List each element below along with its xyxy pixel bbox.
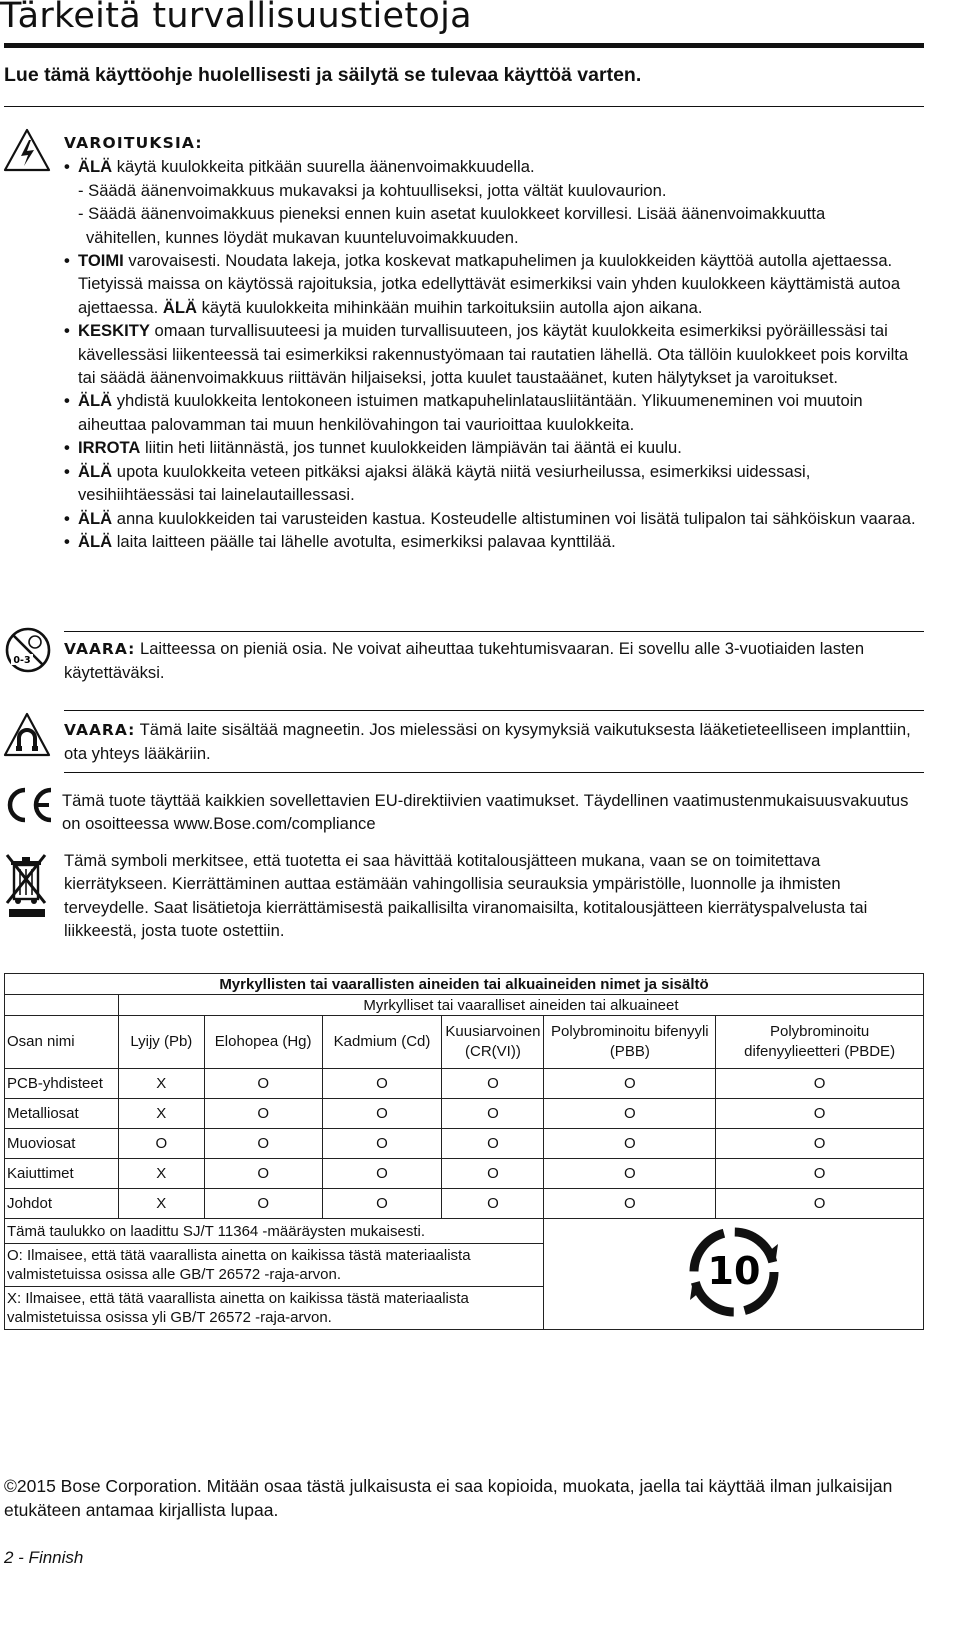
warning-bullet: • IRROTA liitin heti liitännästä, jos tunnet kuulokkeiden lämpiävän tai ääntä ei kuulu. — [64, 436, 926, 459]
table-header-cell: Polybrominoitu bifenyyli (PBB) — [544, 1016, 716, 1069]
table-header-cell: Osan nimi — [5, 1016, 119, 1069]
table-cell: O — [204, 1099, 322, 1129]
table-cell: PCB-yhdisteet — [5, 1069, 119, 1099]
table-note: O: Ilmaisee, että tätä vaarallista ainetta on kaikissa tästä materiaalista valmistetuissa osissa alle GB/T 26572 -raja-arvon. — [5, 1244, 544, 1287]
warnings-heading: VAROITUKSIA: — [64, 134, 203, 152]
warning-subitem: - Säädä äänenvoimakkuus pieneksi ennen kuin asetat kuulokkeet korvillesi. Lisää äänenvoimakkuutta — [78, 204, 826, 224]
table-cell: O — [204, 1159, 322, 1189]
table-title: Myrkyllisten tai vaarallisten aineiden tai alkuaineiden nimet ja sisältö — [5, 974, 924, 995]
warning-subitem: vähitellen, kunnes löydät mukavan kuunteluvoimakkuuden. — [86, 227, 519, 247]
table-cell: Muoviosat — [5, 1129, 119, 1159]
table-cell: O — [442, 1159, 544, 1189]
table-cell: O — [442, 1129, 544, 1159]
divider — [64, 631, 924, 632]
table-cell: X — [118, 1189, 204, 1219]
page-title: Tärkeitä turvallisuustietoja — [0, 0, 472, 36]
table-cell: O — [716, 1129, 924, 1159]
table-cell: O — [322, 1129, 442, 1159]
table-header-cell: Kadmium (Cd) — [322, 1016, 442, 1069]
table-note-row — [5, 1219, 924, 1244]
table-row — [5, 1189, 924, 1219]
table-cell: O — [442, 1189, 544, 1219]
warning-bullet: • TOIMI varovaisesti. Noudata lakeja, jotka koskevat matkapuhelimen ja kuulokkeiden käyttöä autolla ajettaessa. Tietyissä maissa on käytössä rajoituksia, jotka edellyttävät esimerkiksi vain yhden kuulokkeen käyttämistä autoa ajettaessa. ÄLÄ käytä kuulokkeita mihinkään muihin tarkoituksiin autolla ajon aikana. — [64, 249, 926, 319]
table-cell: O — [322, 1159, 442, 1189]
table-cell: O — [716, 1099, 924, 1129]
table-title-row — [5, 974, 924, 995]
ce-mark-icon — [3, 786, 55, 824]
table-cell: O — [322, 1069, 442, 1099]
page-number: 2 - Finnish — [4, 1548, 84, 1567]
title-rule — [4, 43, 924, 48]
table-note: X: Ilmaisee, että tätä vaarallista ainetta on kaikissa tästä materiaalista valmistetuissa osissa yli GB/T 26572 -raja-arvon. — [5, 1287, 544, 1330]
table-cell: O — [322, 1189, 442, 1219]
warning-bullet: • ÄLÄ upota kuulokkeita veteen pitkäksi ajaksi äläkä käytä niitä vesiurheilussa, esimerkiksi uidessasi, vesihiihtäessäsi tai lainelautaillessasi. — [64, 460, 926, 507]
table-header-cell: Lyijy (Pb) — [118, 1016, 204, 1069]
table-cell: O — [544, 1159, 716, 1189]
efup-number: 10 — [707, 1249, 761, 1293]
table-cell: X — [118, 1159, 204, 1189]
table-cell: O — [442, 1069, 544, 1099]
table-cell: O — [204, 1189, 322, 1219]
table-cell: O — [442, 1099, 544, 1129]
weee-crossed-bin-icon — [4, 851, 50, 919]
efup-cell — [544, 1219, 924, 1330]
table-cell: X — [118, 1099, 204, 1129]
table-cell: O — [204, 1069, 322, 1099]
small-parts-caution: VAARA: Laitteessa on pieniä osia. Ne voivat aiheuttaa tukehtumisvaaran. Ei sovellu alle 3-vuotiaiden lasten käytettäväksi. — [64, 639, 865, 683]
ce-statement: Tämä tuote täyttää kaikkien sovellettavien EU-direktiivien vaatimukset. Täydellinen vaatimustenmukaisuusvakuutus on osoitteessa www.Bose.com/compliance — [62, 791, 909, 834]
table-cell: O — [118, 1129, 204, 1159]
table-header-cell: Elohopea (Hg) — [204, 1016, 322, 1069]
table-subtitle-row — [5, 995, 924, 1016]
table-cell: O — [544, 1189, 716, 1219]
warning-bullet: • ÄLÄ käytä kuulokkeita pitkään suurella äänenvoimakkuudella. — [64, 155, 926, 178]
table-cell: Metalliosat — [5, 1099, 119, 1129]
table-cell: O — [544, 1099, 716, 1129]
table-header-cell: Kuusiarvoinen (CR(VI)) — [442, 1016, 544, 1069]
divider — [4, 106, 924, 107]
table-row — [5, 1129, 924, 1159]
small-parts-age-icon — [3, 625, 53, 675]
table-cell: O — [322, 1099, 442, 1129]
table-header-cell: Polybrominoitu difenyylieetteri (PBDE) — [716, 1016, 924, 1069]
warnings-section — [64, 132, 926, 553]
table-corner — [5, 995, 119, 1016]
table-cell: X — [118, 1069, 204, 1099]
age-label: 0-3 — [13, 655, 31, 666]
table-row — [5, 1159, 924, 1189]
warning-bullet: • KESKITY omaan turvallisuuteesi ja muiden turvallisuuteen, jos käytät kuulokkeita esimerkiksi pyöräillessäsi tai kävellessäsi liikenteessä tai esimerkiksi rakennustyömaan tai rautatien lähellä. Ota tällöin kuulokkeet pois korvilta tai säädä äänenvoimakkuus riittävän hiljaiseksi, jotta kuulet taustaäänet, kuten hälytykset ja varoitukset. — [64, 319, 926, 389]
table-cell: O — [204, 1129, 322, 1159]
electric-shock-warning-icon — [3, 128, 51, 172]
table-cell: O — [716, 1189, 924, 1219]
table-cell: O — [544, 1069, 716, 1099]
warning-subitem: - Säädä äänenvoimakkuus mukavaksi ja kohtuulliseksi, jotta vältät kuulovaurion. — [78, 180, 667, 200]
hazardous-substances-table — [4, 973, 924, 1330]
warning-bullet: • ÄLÄ laita laitteen päälle tai lähelle avotulta, esimerkiksi palavaa kynttilää. — [64, 530, 926, 553]
efup-10-years-icon — [684, 1222, 784, 1322]
table-cell: Kaiuttimet — [5, 1159, 119, 1189]
table-cell: O — [716, 1159, 924, 1189]
table-header-row — [5, 1016, 924, 1069]
table-row — [5, 1069, 924, 1099]
copyright-notice: ©2015 Bose Corporation. Mitään osaa tästä julkaisusta ei saa kopioida, muokata, jaella tai käyttää ilman julkaisijan etukäteen antamaa kirjallista lupaa. — [4, 1476, 893, 1520]
magnet-warning-icon — [3, 712, 51, 758]
magnet-caution: VAARA: Tämä laite sisältää magneetin. Jos mielessäsi on kysymyksiä vaikutuksesta lääketieteelliseen implanttiin, ota yhteys lääkäriin. — [64, 720, 911, 764]
table-row — [5, 1099, 924, 1129]
divider — [64, 772, 924, 773]
table-cell: Johdot — [5, 1189, 119, 1219]
table-cell: O — [716, 1069, 924, 1099]
table-cell: O — [544, 1129, 716, 1159]
page-subtitle: Lue tämä käyttöohje huolellisesti ja säilytä se tulevaa käyttöä varten. — [4, 64, 642, 86]
table-note: Tämä taulukko on laadittu SJ/T 11364 -määräysten mukaisesti. — [5, 1219, 544, 1244]
divider — [64, 710, 924, 711]
weee-statement: Tämä symboli merkitsee, että tuotetta ei saa hävittää kotitalousjätteen mukana, vaan se on toimitettava kierrätykseen. Kierrättäminen auttaa estämään vahingollisia seurauksia ympäristölle, luonnolle ja ihmisten terveydelle. Saat lisätietoja kierrättämisestä paikallisilta viranomaisilta, kotitalousjätteen kierrätyspalvelusta tai liikkeestä, josta tuote ostettiin. — [64, 851, 868, 941]
warning-bullet: • ÄLÄ yhdistä kuulokkeita lentokoneen istuimen matkapuhelinlatausliitäntään. Ylikuumeneminen voi muutoin aiheuttaa palovamman tai muun henkilövahingon tai vaurioittaa kuulokkeita. — [64, 389, 926, 436]
table-subtitle: Myrkylliset tai vaaralliset aineiden tai alkuaineet — [118, 995, 923, 1016]
warning-bullet: • ÄLÄ anna kuulokkeiden tai varusteiden kastua. Kosteudelle altistuminen voi lisätä tulipalon tai sähköiskun vaaraa. — [64, 507, 926, 530]
